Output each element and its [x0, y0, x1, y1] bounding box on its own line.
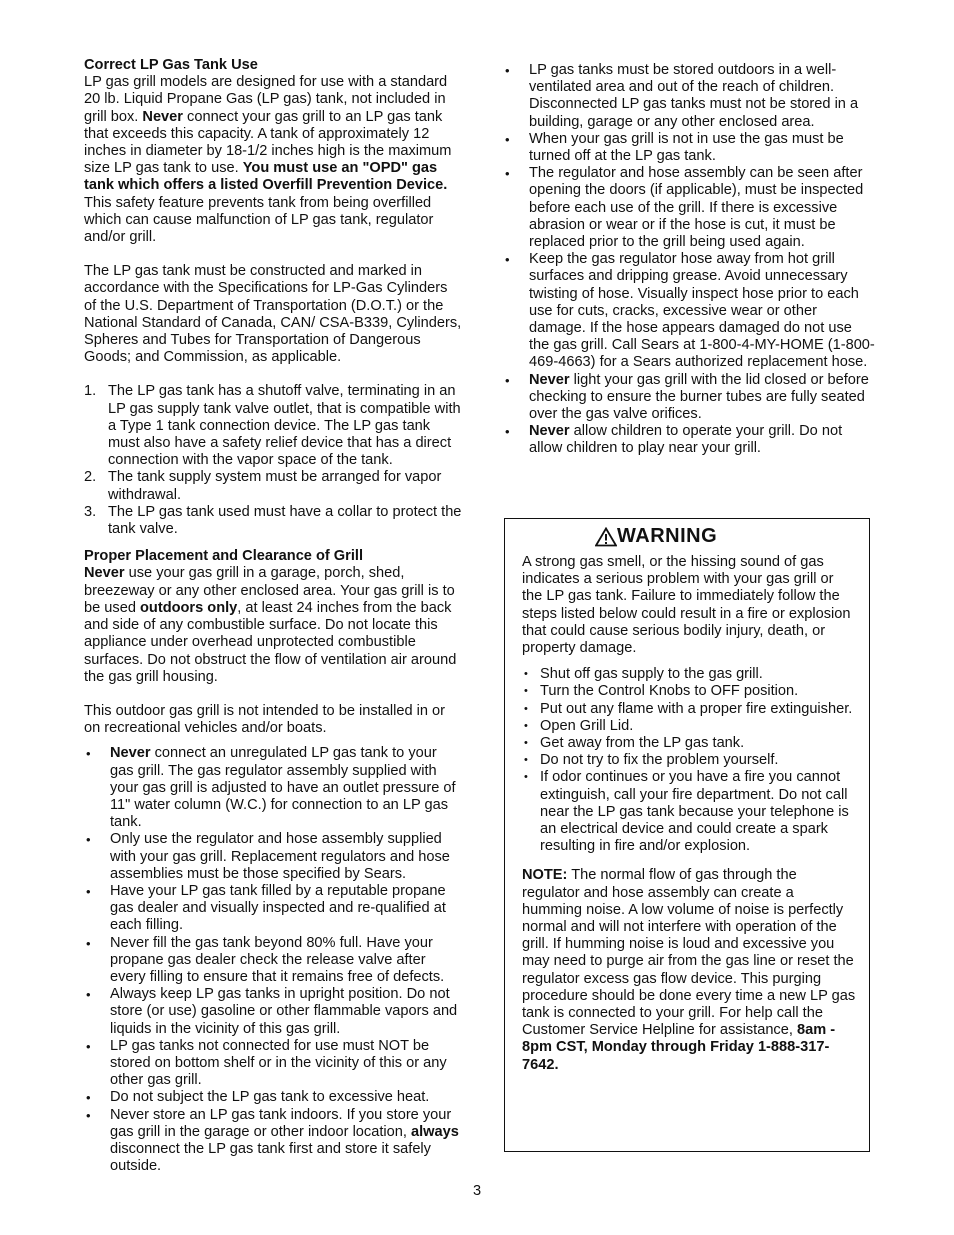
recreational-vehicle-paragraph: This outdoor gas grill is not intended to be installed in or on recreational vehicles and/or boats. [84, 702, 446, 737]
list-item: • Never store an LP gas tank indoors. If you store your gas grill in the garage or other indoor location, always disconnect the LP gas tank first and store it safely outside. [84, 1107, 462, 1176]
list-item: 1. The LP gas tank has a shutoff valve, terminating in an LP gas supply tank valve outlet, that is compatible with a Type 1 tank connection device. The LP gas tank must also have a safety relief device that has a direct connection with the vapor space of the tank. [84, 383, 461, 469]
list-item: • Get away from the LP gas tank. [522, 735, 857, 752]
warning-triangle-icon [595, 527, 617, 547]
list-item: • When your gas grill is not in use the gas must be turned off at the LP gas tank. [503, 131, 875, 165]
list-item: • Turn the Control Knobs to OFF position. [522, 683, 857, 700]
list-item: • The regulator and hose assembly can be seen after opening the doors (if applicable), must be inspected before each use of the grill. If there is excessive abrasion or wear or if the hose is cut, it must be replaced prior to the grill being used again. [503, 165, 875, 251]
tank-spec-paragraph: The LP gas tank must be constructed and marked in accordance with the Specifications for LP-Gas Cylinders of the U.S. Department of Transportation (D.O.T.) or the National Standard of Canada, CAN/ CSA-B339, Cylinders, Spheres and Tubes for Transportation of Dangerous Goods; and Commission, as applicable. [84, 263, 462, 366]
warning-intro: A strong gas smell, or the hissing sound of gas indicates a serious problem with your gas grill or the LP gas tank. Failure to immediately follow the steps listed below could result in a fire or explosion that could cause serious bodily injury, death, or property damage. [522, 554, 851, 657]
section-title-tank-use: Correct LP Gas Tank Use [84, 57, 258, 73]
list-item: • Never light your gas grill with the lid closed or before checking to ensure the burner tubes are fully seated over the gas valve orifices. [503, 372, 875, 424]
list-item: • Keep the gas regulator hose away from hot grill surfaces and dripping grease. Avoid unnecessary twisting of hose. Visually inspect hose prior to each use for cuts, cracks, excessive wear or other damage. If the hose appears damaged do not use the gas grill. Call Sears at 1-800-4-MY-HOME (1-800-469-4663) for a Sears authorized replacement hose. [503, 251, 875, 371]
list-item: • Have your LP gas tank filled by a reputable propane gas dealer and visually inspected and re-qualified at each filling. [84, 883, 462, 935]
list-item: • Always keep LP gas tanks in upright position. Do not store (or use) gasoline or other flammable vapors and liquids in the vicinity of this gas grill. [84, 986, 462, 1038]
right-column [503, 62, 875, 458]
list-item: 3. The LP gas tank used must have a collar to protect the tank valve. [84, 503, 462, 538]
list-item: • If odor continues or you have a fire you cannot extinguish, call your fire department. Do not call near the LP gas tank because your telephone is an electrical device and could create a spark resulting in fire and/or explosion. [522, 769, 857, 855]
list-item: • LP gas tanks must be stored outdoors in a well-ventilated area and out of the reach of children. Disconnected LP gas tanks must not be stored in a building, garage or any other enclosed area. [503, 62, 875, 131]
list-item: • Put out any flame with a proper fire extinguisher. [522, 701, 857, 718]
list-item: 2. The tank supply system must be arranged for vapor withdrawal. [84, 469, 442, 503]
right-safety-list [503, 62, 875, 458]
list-item: • Shut off gas supply to the gas grill. [522, 666, 857, 683]
list-item: • Open Grill Lid. [522, 718, 857, 735]
placement-paragraph: Never use your gas grill in a garage, porch, shed, breezeway or any other enclosed area. Your gas grill is to be used outdoors only, at least 24 inches from the back and side of any combustible surface. Do not locate this appliance under overhead unprotected combustible surfaces. Do not obstruct the flow of ventilation air around the gas grill housing. [84, 565, 457, 685]
list-item: • LP gas tanks not connected for use must NOT be stored on bottom shelf or in the vicinity of this or any other gas grill. [84, 1038, 462, 1090]
list-item: • Do not try to fix the problem yourself. [522, 752, 857, 769]
warning-box [504, 518, 870, 1152]
list-item: • Never fill the gas tank beyond 80% full. Have your propane gas dealer check the release valve after every filling to ensure that it remains free of defects. [84, 935, 462, 987]
warning-note: NOTE: The normal flow of gas through the regulator and hose assembly can create a humming noise. A low volume of noise is perfectly normal and will not interfere with operation of the grill. If humming noise is loud and excessive you may need to purge air from the gas line or reset the regulator excess gas flow device. This purging procedure should be done every time a new LP gas tank is connected to your grill. For help call the Customer Service Helpline for assistance, 8am - 8pm CST, Monday through Friday 1-888-317-7642. [522, 867, 856, 1073]
warning-title: WARNING [617, 525, 718, 548]
list-item: • Never allow children to operate your grill. Do not allow children to play near your grill. [503, 423, 875, 457]
page-number: 3 [472, 1183, 482, 1199]
section-title-placement: Proper Placement and Clearance of Grill [84, 548, 363, 565]
tank-use-paragraph: LP gas grill models are designed for use with a standard 20 lb. Liquid Propane Gas (LP gas) tank, not included in grill box. Never connect your gas grill to an LP gas tank that exceeds this capacity. A tank of approximately 12 inches in diameter by 18-1/2 inches high is the maximum size LP gas tank to use. You must use an "OPD" gas tank which offers a listed Overfill Prevention Device. This safety feature prevents tank from being overfilled which can cause malfunction of LP gas tank, regulator and/or grill. [84, 74, 452, 246]
left-safety-list [84, 745, 462, 1175]
list-item: • Never connect an unregulated LP gas tank to your gas grill. The gas regulator assembly supplied with your gas grill is adjusted to have an outlet pressure of 11" water column (W.C.) for connection to an LP gas tank. [84, 745, 462, 831]
left-column [84, 57, 462, 1175]
warning-header [595, 527, 857, 547]
list-item: • Only use the regulator and hose assembly supplied with your gas grill. Replacement regulators and hose assemblies must be those specified by Sears. [84, 831, 462, 883]
list-item: • Do not subject the LP gas tank to excessive heat. [84, 1089, 462, 1106]
tank-requirements-list [84, 383, 462, 538]
warning-steps-list [522, 666, 857, 855]
